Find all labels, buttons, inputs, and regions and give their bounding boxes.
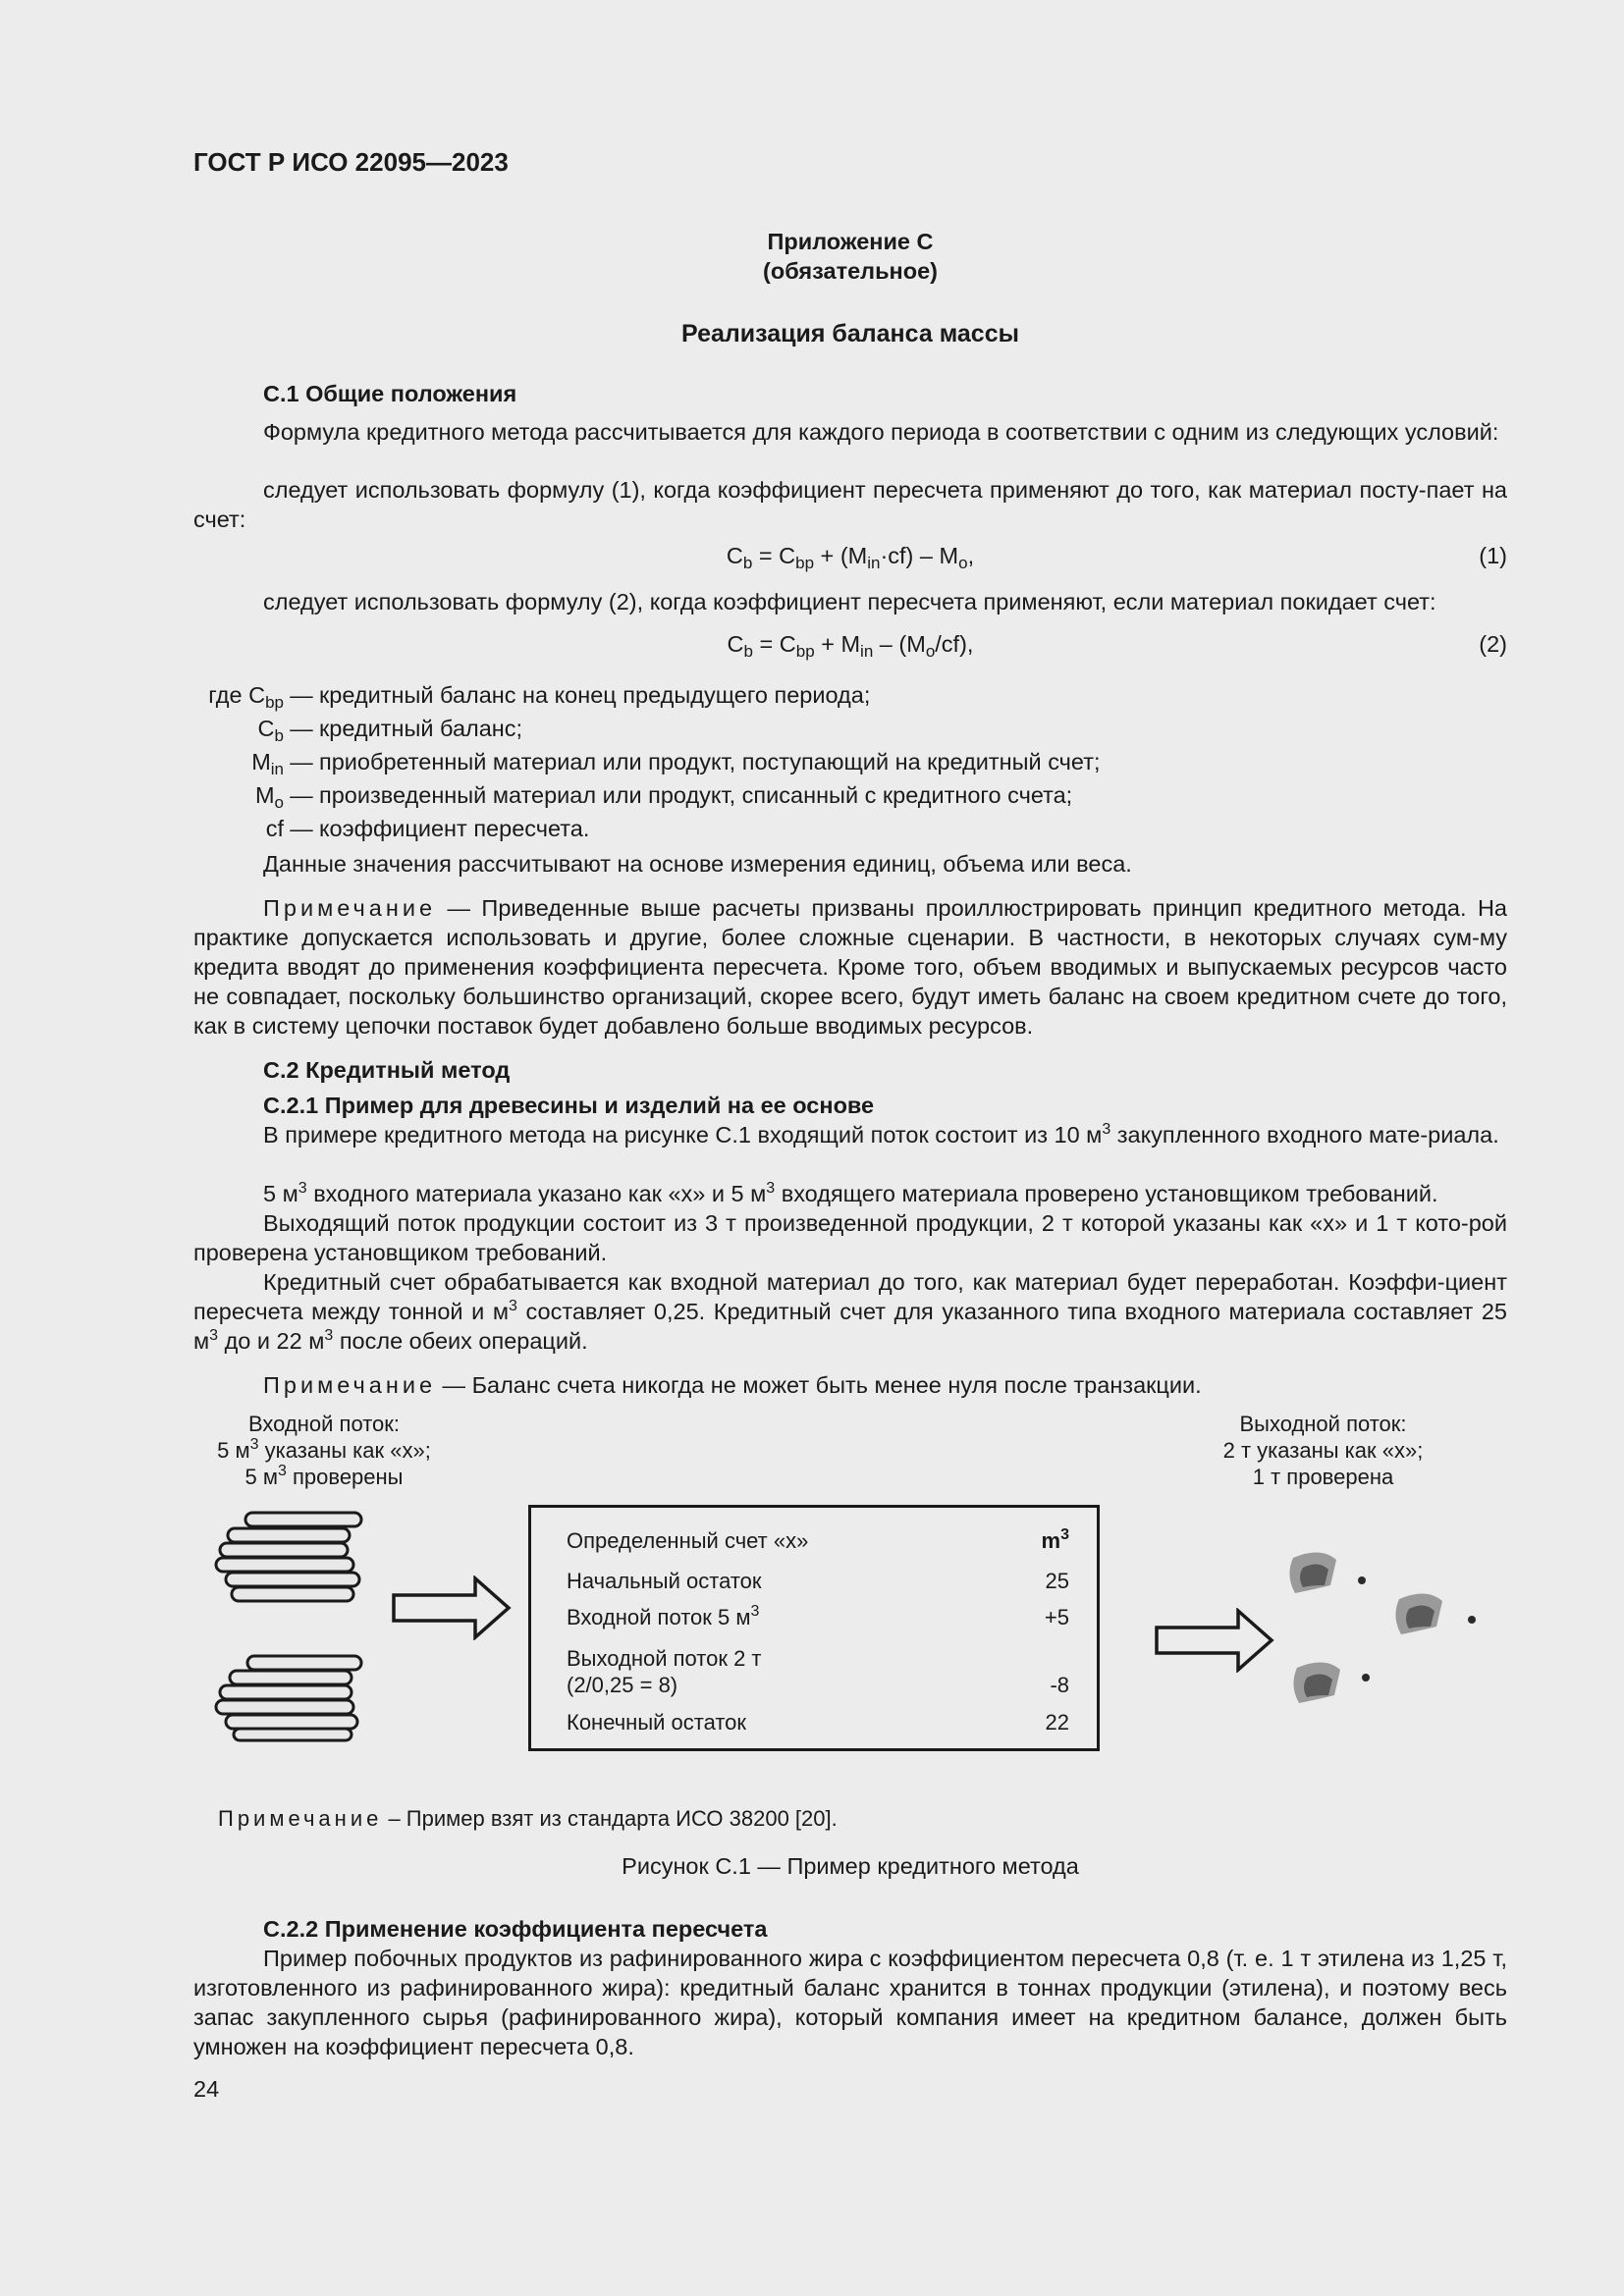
ledger-title: Определенный счет «х» bbox=[567, 1528, 809, 1553]
figure-note: Примечание – Пример взят из стандарта ИСО 38200 [20]. bbox=[218, 1806, 838, 1831]
c1-note bbox=[193, 893, 1507, 1041]
formula-1-expression: $C_b = C_{bp} + (M_{in}\cdot cf) - M_o$, bbox=[726, 543, 975, 572]
c1-paragraph-1: Формула кредитного метода рассчитывается для каждого периода в соответствии с одним из следующих условий: bbox=[263, 419, 1499, 445]
definition-text: приобретенный материал или продукт, поступающий на кредитный счет; bbox=[319, 749, 1101, 774]
ledger-row: Выходной поток 2 т (2/0,25 = 8) -8 bbox=[567, 1646, 1069, 1697]
figure-caption: Рисунок С.1 — Пример кредитного метода bbox=[622, 1853, 1079, 1879]
ledger-row: Начальный остаток 25 bbox=[567, 1569, 1069, 1593]
section-c21-heading: С.2.1 Пример для древесины и изделий на ее основе bbox=[263, 1093, 875, 1118]
c1-paragraph-2: следует использовать формулу (1), когда коэффициент пересчета применяют до того, как материал посту-пает на счет: bbox=[193, 477, 1507, 532]
c21-paragraph-2: 5 $м^3$ входного материала указано как «х» и 5 $м^3$ входящего материала проверено установщиком требований. bbox=[263, 1180, 1438, 1206]
ledger-table bbox=[528, 1505, 1100, 1751]
definition-row: $M_o$ — произведенный материал или продукт, списанный с кредитного счета; bbox=[193, 780, 1175, 814]
definition-symbol: $M_{in}$ bbox=[251, 749, 284, 778]
definition-row: где $C_{bp}$ — кредитный баланс на конец предыдущего периода; bbox=[193, 680, 1175, 714]
ledger-row: Входной поток 5 $м^3$ +5 bbox=[567, 1603, 1069, 1629]
arrow-right-icon bbox=[391, 1575, 513, 1640]
figure-input-label: Входной поток: 5 $м^3$ указаны как «х»; 5 $м^3$ проверены bbox=[217, 1412, 431, 1489]
product-piece bbox=[1289, 1552, 1366, 1593]
definition-text: произведенный материал или продукт, списанный с кредитного счета; bbox=[319, 782, 1073, 808]
definition-text: коэффициент пересчета. bbox=[319, 816, 590, 841]
section-c1-heading: С.1 Общие положения bbox=[263, 381, 517, 406]
definition-row: $M_{in}$ — приобретенный материал или продукт, поступающий на кредитный счет; bbox=[193, 747, 1175, 780]
product-piece bbox=[1293, 1662, 1370, 1703]
formula-2-number: (2) bbox=[1479, 631, 1507, 657]
c1-paragraph-3: следует использовать формулу (2), когда коэффициент пересчета применяют, если материал покидает счет: bbox=[263, 589, 1436, 614]
c1-paragraph-4: Данные значения рассчитывают на основе измерения единиц, объема или веса. bbox=[263, 851, 1132, 877]
c22-paragraph-1: Пример побочных продуктов из рафинированного жира с коэффициентом пересчета 0,8 (т. е. 1 т этилена из 1,25 т, изготовленного из рафинированного жира): кредитный баланс хранится в тоннах продукции (этилена), и поэтому весь запас закупленного сырья (рафинированного жира), который компания имеет на кредитном балансе, должен быть умножен на коэффициент пересчета 0,8. bbox=[193, 1946, 1507, 2059]
definition-text: кредитный баланс на конец предыдущего периода; bbox=[319, 682, 871, 708]
products-illustration bbox=[1281, 1546, 1488, 1733]
c21-paragraph-3: Выходящий поток продукции состоит из 3 т произведенной продукции, 2 т которой указаны как «х» и 1 т кото-рой проверена установщиком требований. bbox=[193, 1210, 1507, 1265]
definition-row: cf — коэффициент пересчета. bbox=[193, 814, 1175, 847]
ledger-unit: $m^3$ bbox=[1041, 1526, 1069, 1553]
definition-symbol: $C_b$ bbox=[257, 716, 284, 745]
page-number: 24 bbox=[193, 2076, 220, 2102]
formula-1-number: (1) bbox=[1479, 543, 1507, 568]
annex-title: Приложение С bbox=[767, 229, 934, 254]
section-c22-heading: С.2.2 Применение коэффициента пересчета bbox=[263, 1916, 768, 1942]
formula-2-expression: $C_b = C_{bp} + M_{in} - (M_o/cf)$, bbox=[727, 631, 974, 661]
note-label: Примечание bbox=[263, 1372, 437, 1398]
formula-2 bbox=[193, 629, 1507, 659]
definition-symbol: cf bbox=[265, 816, 284, 841]
note-text: — Приведенные выше расчеты призваны проиллюстрировать принцип кредитного метода. На практике допускается использовать и другие, более сложные сценарии. В частности, в некоторых случаях сум-му кредита вводят до применения коэффициента пересчета. Кроме того, объем вводимых и выпускаемых ресурсов часто не совпадает, поскольку большинство организаций, скорее всего, будут иметь баланс на своем кредитном счете до того, как в систему цепочки поставок будет добавлено больше вводимых ресурсов. bbox=[193, 895, 1507, 1039]
product-piece bbox=[1395, 1593, 1476, 1634]
annex-heading: Реализация баланса массы bbox=[681, 320, 1019, 347]
ledger-row: Конечный остаток 22 bbox=[567, 1710, 1069, 1735]
definition-symbol: $M_o$ bbox=[254, 782, 284, 812]
formula-1 bbox=[193, 541, 1507, 570]
definition-text: кредитный баланс; bbox=[319, 716, 523, 741]
variable-definitions bbox=[193, 680, 1175, 847]
note-text: — Баланс счета никогда не может быть менее нуля после транзакции. bbox=[436, 1372, 1202, 1398]
section-c2-heading: С.2 Кредитный метод bbox=[263, 1057, 511, 1083]
definition-row: $C_b$ — кредитный баланс; bbox=[193, 714, 1175, 747]
figure-output-label: Выходной поток: 2 т указаны как «х»; 1 т проверена bbox=[1222, 1412, 1424, 1489]
c21-paragraph-4: Кредитный счет обрабатывается как входной материал до того, как материал будет переработан. Коэффи-циент пересчета между тонной и $м^3$ составляет 0,25. Кредитный счет для указанного типа входного материала составляет 25 $м^3$ до и 22 $м^3$ после обеих операций. bbox=[193, 1269, 1507, 1354]
note-label: Примечание bbox=[263, 895, 437, 921]
arrow-right-icon bbox=[1154, 1608, 1275, 1673]
ledger-header-row bbox=[567, 1527, 1069, 1554]
c21-note bbox=[193, 1370, 1507, 1400]
logs-illustration bbox=[206, 1507, 378, 1742]
c21-paragraph-1: В примере кредитного метода на рисунке С.1 входящий поток состоит из 10 $м^3$ закупленного входного мате-риала. bbox=[263, 1121, 1499, 1148]
definition-symbol: где $C_{bp}$ bbox=[208, 682, 284, 712]
annex-status: (обязательное) bbox=[763, 258, 938, 284]
document-header: ГОСТ Р ИСО 22095—2023 bbox=[193, 147, 509, 177]
